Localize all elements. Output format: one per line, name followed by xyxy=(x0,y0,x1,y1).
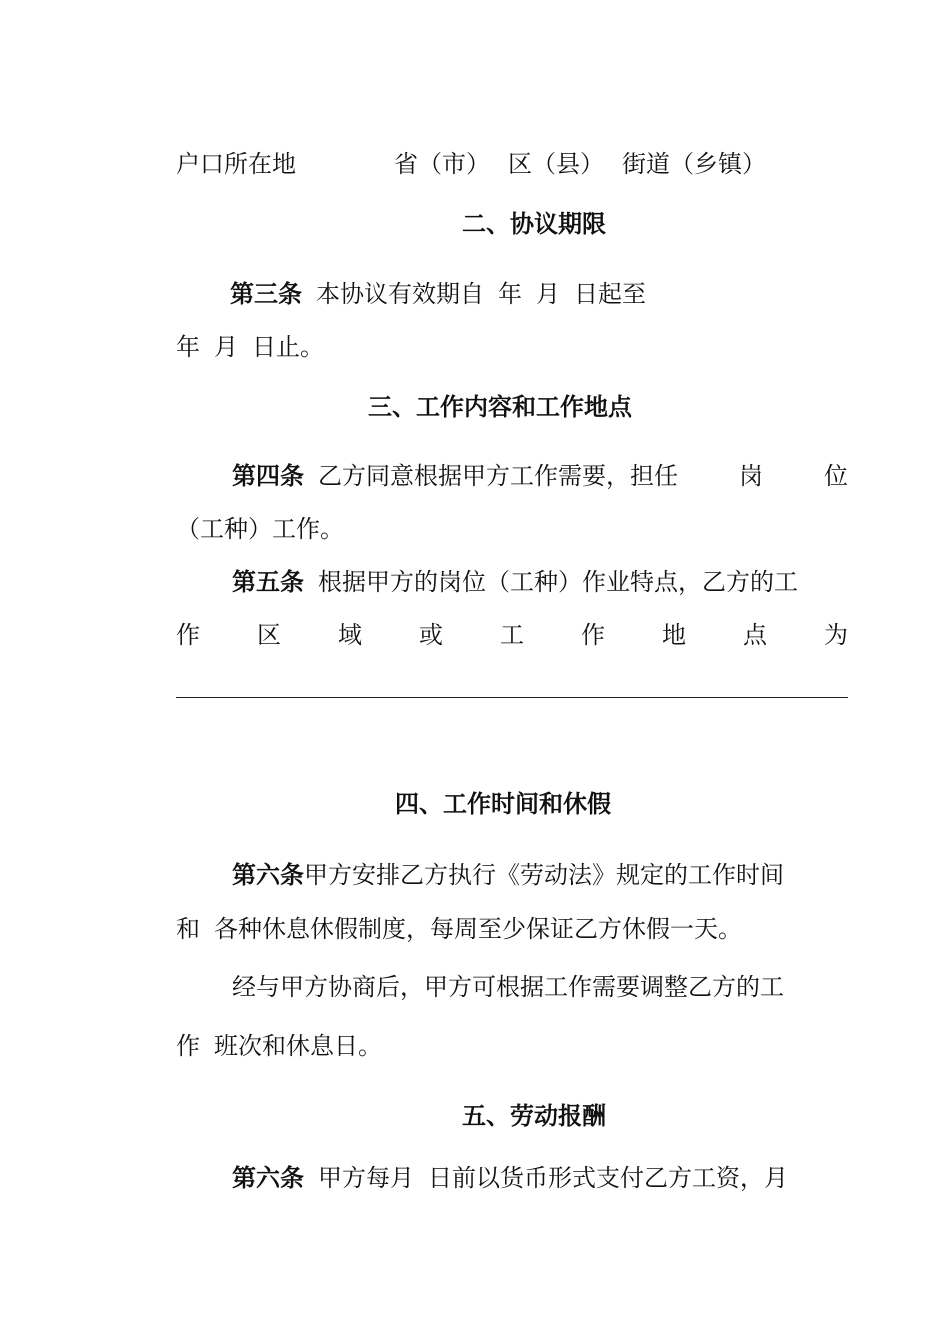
article-6b-label: 第六条 xyxy=(232,1164,304,1192)
section-heading-term: 二、协议期限 xyxy=(462,210,606,238)
article-4-line-1 xyxy=(232,461,848,491)
article-3-year: 年 xyxy=(498,280,522,308)
article-5-char: 点 xyxy=(743,621,767,649)
district-label: 区（县） xyxy=(508,150,604,178)
article-4-line-2: （工种）工作。 xyxy=(176,515,344,543)
article-6b-line-1 xyxy=(232,1163,788,1193)
section-heading-remuneration: 五、劳动报酬 xyxy=(462,1102,606,1130)
article-5-char: 域 xyxy=(338,621,362,649)
article-3-text: 本协议有效期自 xyxy=(316,280,484,308)
article-6a-label: 第六条 xyxy=(232,861,304,889)
adjust-rest: 班次和休息日。 xyxy=(214,1032,382,1060)
article-5-text: 根据甲方的岗位（工种）作业特点，乙方的工 xyxy=(318,568,798,596)
article-6a-line-1 xyxy=(232,860,784,890)
article-6a-line-2 xyxy=(176,914,742,944)
hukou-label: 户口所在地 xyxy=(176,150,296,178)
article-4-label: 第四条 xyxy=(232,462,304,490)
article-5-line-1 xyxy=(232,567,798,597)
province-label: 省（市） xyxy=(394,150,490,178)
section-heading-working-hours: 四、工作时间和休假 xyxy=(395,790,611,818)
article-4-gang: 岗 xyxy=(739,462,763,490)
article-5-char: 作 xyxy=(176,621,200,649)
article-5-line-2 xyxy=(176,620,848,650)
street-label: 街道（乡镇） xyxy=(622,150,766,178)
article-5-label: 第五条 xyxy=(232,568,304,596)
adjust-line-2 xyxy=(176,1031,382,1061)
article-6b-text-1: 甲方每月 xyxy=(318,1164,414,1192)
article-3-day: 日起至 xyxy=(574,280,646,308)
article-5-char: 工 xyxy=(500,621,524,649)
article-6a-text: 甲方安排乙方执行《劳动法》规定的工作时间 xyxy=(304,861,784,889)
article-3-line-2 xyxy=(176,332,324,362)
article-4-wei: 位 xyxy=(824,462,848,490)
article-4-text: 乙方同意根据甲方工作需要，担任 xyxy=(318,462,678,490)
article-5-char: 作 xyxy=(581,621,605,649)
adjust-line-1: 经与甲方协商后，甲方可根据工作需要调整乙方的工 xyxy=(232,973,784,1001)
article-3-month-end: 月 xyxy=(214,333,238,361)
section-heading-work-content: 三、工作内容和工作地点 xyxy=(368,393,632,421)
article-6b-text-2: 日前以货币形式支付乙方工资，月 xyxy=(428,1164,788,1192)
article-5-char: 地 xyxy=(662,621,686,649)
adjust-zuo: 作 xyxy=(176,1032,200,1060)
article-5-char: 区 xyxy=(257,621,281,649)
article-5-char: 为 xyxy=(824,621,848,649)
hukou-line xyxy=(176,149,766,179)
article-3-day-end: 日止。 xyxy=(252,333,324,361)
blank-fill-line xyxy=(176,697,848,698)
article-6a-rest: 各种休息休假制度，每周至少保证乙方休假一天。 xyxy=(214,915,742,943)
article-6a-he: 和 xyxy=(176,915,200,943)
article-3-year-end: 年 xyxy=(176,333,200,361)
article-3-label: 第三条 xyxy=(230,280,302,308)
article-3-month: 月 xyxy=(536,280,560,308)
article-3-line-1 xyxy=(230,279,646,309)
article-5-char: 或 xyxy=(419,621,443,649)
